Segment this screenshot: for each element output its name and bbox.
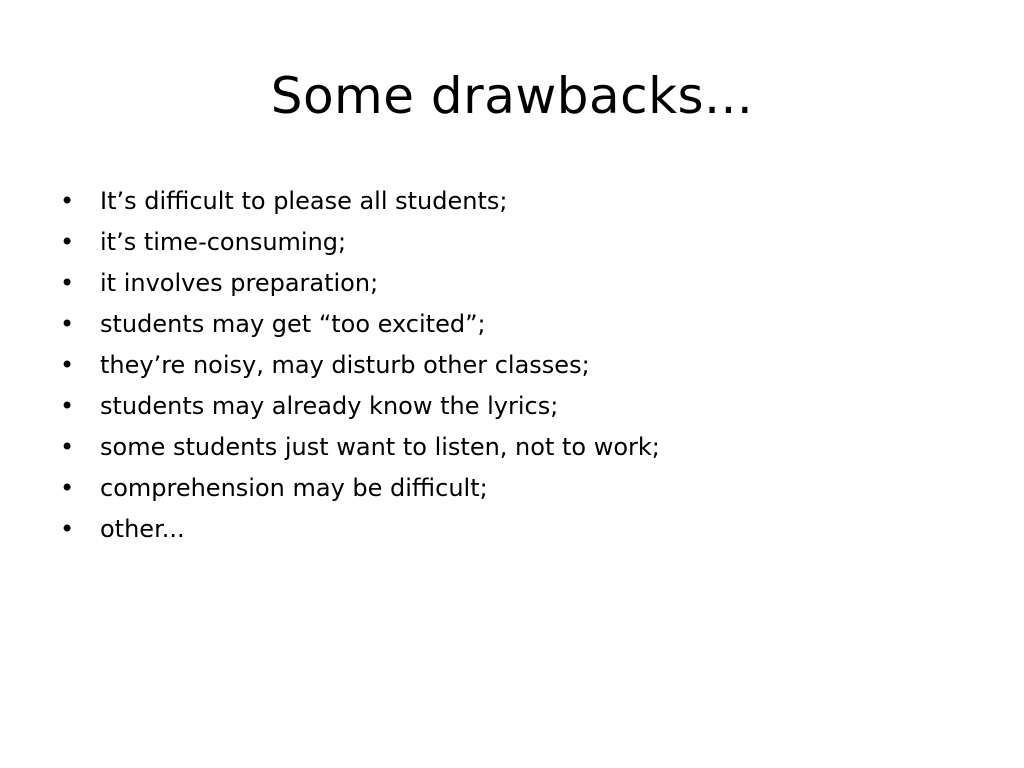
list-item-text: some students just want to listen, not to work; (100, 433, 660, 461)
list-item (58, 263, 978, 304)
bullet-icon: • (60, 433, 75, 461)
list-item (58, 427, 978, 468)
bullet-icon: • (60, 269, 75, 297)
bullet-icon: • (60, 515, 75, 543)
bullet-icon: • (60, 187, 75, 215)
list-item-text: other... (100, 515, 185, 543)
list-item (58, 468, 978, 509)
slide-title: Some drawbacks... (270, 67, 754, 125)
bullet-list (58, 181, 978, 550)
list-item-text: students may already know the lyrics; (100, 392, 559, 420)
bullet-icon: • (60, 474, 75, 502)
list-item (58, 345, 978, 386)
list-item (58, 509, 978, 550)
list-item (58, 304, 978, 345)
list-item-text: they’re noisy, may disturb other classes; (100, 351, 590, 379)
bullet-icon: • (60, 228, 75, 256)
bullet-icon: • (60, 392, 75, 420)
list-item (58, 181, 978, 222)
list-item-text: it involves preparation; (100, 269, 379, 297)
bullet-icon: • (60, 310, 75, 338)
list-item-text: comprehension may be difficult; (100, 474, 488, 502)
bullet-icon: • (60, 351, 75, 379)
list-item (58, 386, 978, 427)
list-item (58, 222, 978, 263)
list-item-text: It’s difficult to please all students; (100, 187, 508, 215)
list-item-text: it’s time-consuming; (100, 228, 347, 256)
list-item-text: students may get “too excited”; (100, 310, 486, 338)
